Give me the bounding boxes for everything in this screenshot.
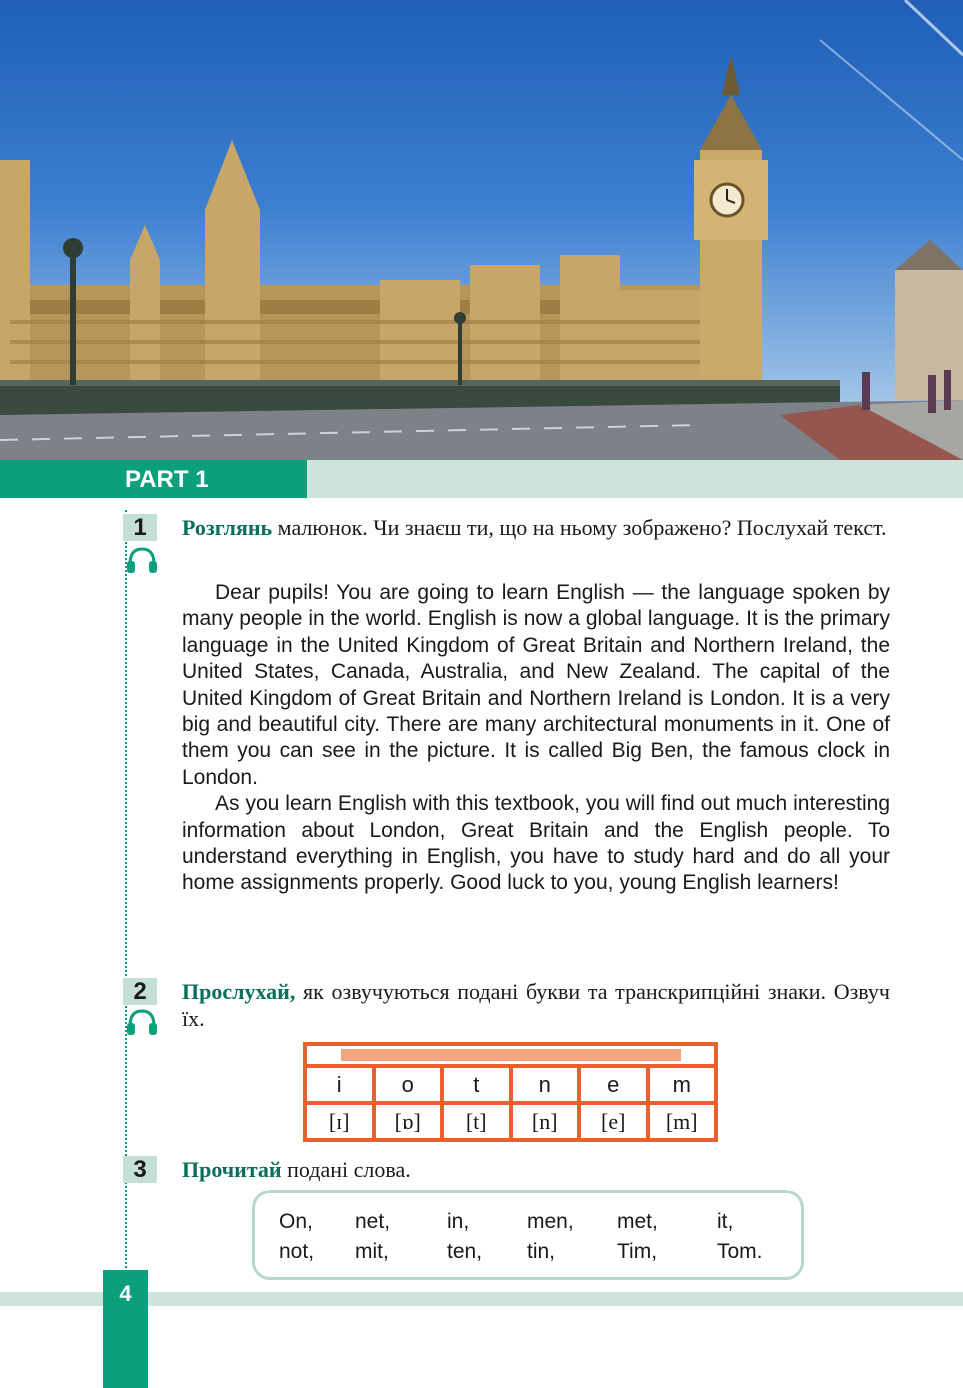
letter-cell: i bbox=[307, 1068, 376, 1101]
exercise-3-number: 3 bbox=[123, 1156, 157, 1183]
exercise-2-number: 2 bbox=[123, 978, 157, 1005]
word: met, bbox=[617, 1210, 658, 1233]
page-number: 4 bbox=[119, 1281, 132, 1306]
word: Tom. bbox=[717, 1240, 763, 1263]
exercise-1-verb: Розглянь bbox=[182, 515, 273, 540]
table-header-bar bbox=[341, 1049, 681, 1061]
letters-table bbox=[303, 1042, 718, 1142]
westminster-photo bbox=[0, 0, 963, 460]
word: not, bbox=[279, 1240, 315, 1263]
exercise-3-instruction bbox=[182, 1156, 890, 1183]
transcription-cell: [ɒ] bbox=[376, 1105, 445, 1138]
transcription-cell: [t] bbox=[444, 1105, 513, 1138]
word: in, bbox=[447, 1210, 470, 1233]
transcription-cell: [n] bbox=[513, 1105, 582, 1138]
headphones-icon[interactable] bbox=[126, 546, 158, 574]
word: tin, bbox=[527, 1240, 556, 1263]
word: On, bbox=[279, 1210, 313, 1233]
table-header-strip bbox=[307, 1046, 714, 1068]
part-label: PART 1 bbox=[0, 460, 307, 498]
exercise-1-number: 1 bbox=[123, 514, 157, 541]
exercise-3-verb: Прочитай bbox=[182, 1157, 282, 1182]
word: Tim, bbox=[617, 1240, 658, 1263]
word: mit, bbox=[355, 1240, 389, 1263]
letter-cell: e bbox=[581, 1068, 650, 1101]
letter-cell: n bbox=[513, 1068, 582, 1101]
exercise-2-instruction bbox=[182, 978, 890, 1032]
word: it, bbox=[717, 1210, 734, 1233]
exercise-2-instruction-text: як озвучуються подані букви та транскрипційні знаки. Озвуч їх. bbox=[182, 979, 890, 1031]
word-box bbox=[252, 1190, 804, 1280]
transcription-cell: [m] bbox=[665, 1109, 698, 1134]
transcription-cell: [e] bbox=[581, 1105, 650, 1138]
letter-cell: m bbox=[672, 1072, 691, 1097]
word: ten, bbox=[447, 1240, 483, 1263]
letters-row bbox=[307, 1068, 714, 1105]
headphones-icon[interactable] bbox=[126, 1008, 158, 1036]
word: net, bbox=[355, 1210, 391, 1233]
exercise-1-instruction bbox=[182, 514, 890, 541]
letter-cell: t bbox=[444, 1068, 513, 1101]
word: men, bbox=[527, 1210, 574, 1233]
exercise-1-text bbox=[182, 580, 890, 897]
exercise-1-instruction-text: малюнок. Чи знаєш ти, що на ньому зображено? Послухай текст. bbox=[272, 515, 887, 540]
paragraph-1: Dear pupils! You are going to learn English — the language spoken by many people in the world. English is now a global language. It is the primary language in the United Kingdom of Great Britain and Northern Ireland, the United States, Canada, Australia, and New Zealand. The capital of the United Kingdom of Great Britain and Northern Ireland is London. It is a very big and beautiful city. There are many architectural monuments in it. One of them you can see in the picture. It is called Big Ben, the famous clock in London. bbox=[182, 581, 890, 789]
transcription-row bbox=[307, 1105, 714, 1138]
transcription-cell: [ɪ] bbox=[307, 1105, 376, 1138]
letter-cell: o bbox=[376, 1068, 445, 1101]
exercise-3-instruction-text: подані слова. bbox=[281, 1157, 411, 1182]
exercise-2-verb: Прослухай, bbox=[182, 979, 296, 1004]
paragraph-2: As you learn English with this textbook, you will find out much interesting information about London, Great Britain and the English people. To understand everything in English, you have to study hard and do all your home assignments properly. Good luck to you, young English learners! bbox=[182, 792, 890, 895]
